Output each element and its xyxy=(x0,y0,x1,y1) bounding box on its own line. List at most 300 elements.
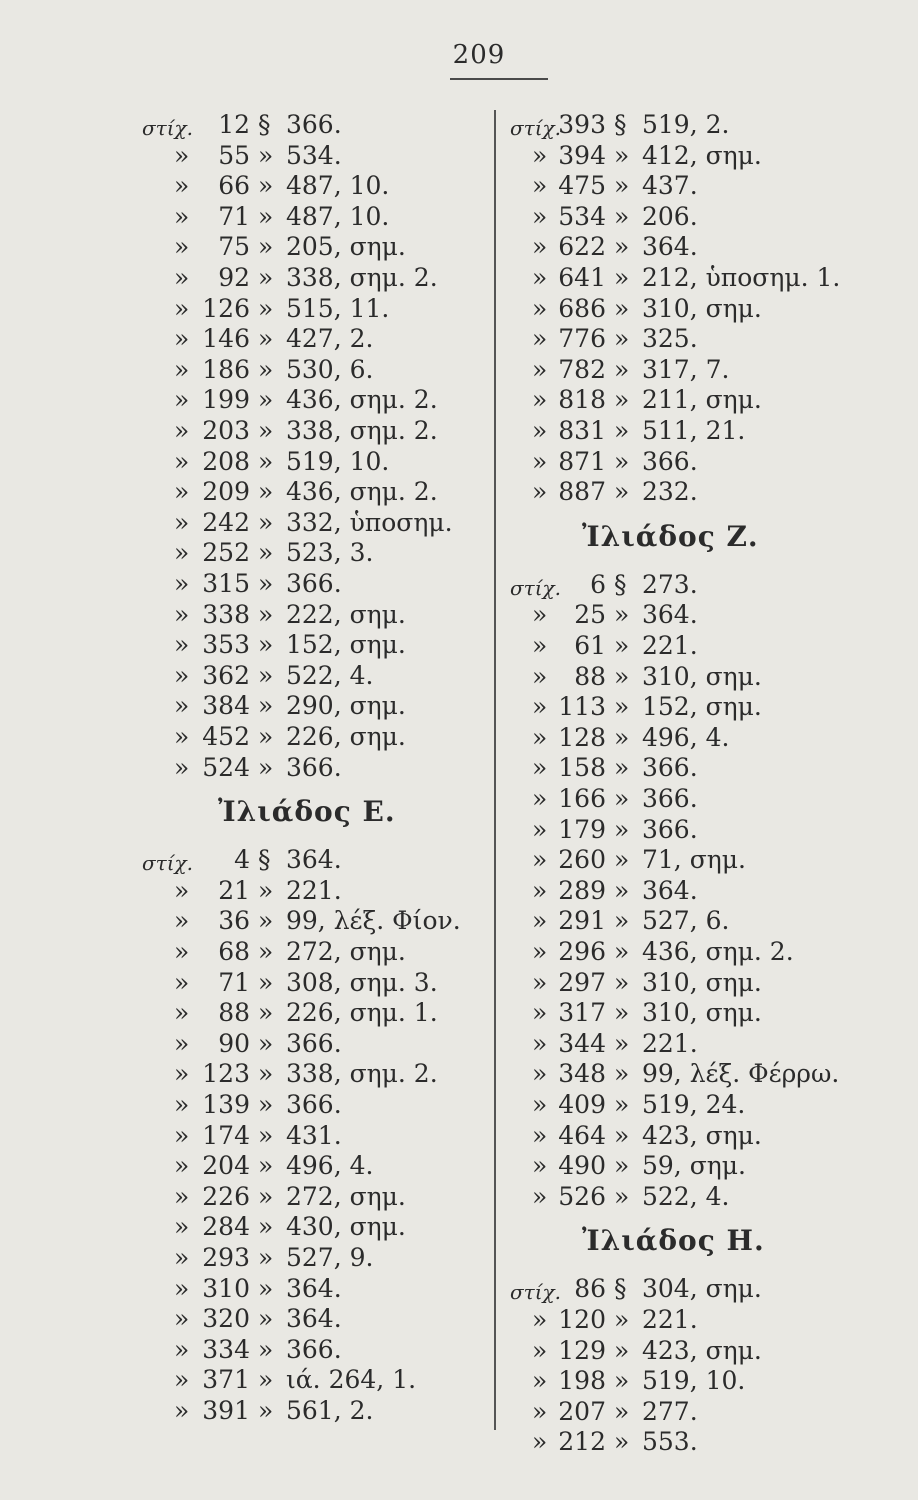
page-reference: 366. xyxy=(286,752,342,782)
index-row xyxy=(496,263,918,293)
index-row xyxy=(496,1029,918,1059)
index-row xyxy=(496,1059,918,1089)
page-reference: 364. xyxy=(642,600,698,630)
index-row xyxy=(496,692,918,722)
row-prefix: » xyxy=(174,1273,190,1303)
page-reference: 304, σημ. xyxy=(642,1274,762,1304)
row-symbol: » xyxy=(258,752,274,782)
verse-number: 242 xyxy=(202,507,250,537)
row-symbol: » xyxy=(258,691,274,721)
page-reference: 519, 10. xyxy=(286,446,390,476)
page-reference: 211, σημ. xyxy=(642,385,762,415)
index-row xyxy=(0,998,494,1028)
page-reference: 221. xyxy=(286,875,342,905)
row-symbol: » xyxy=(614,1120,630,1150)
verse-number: 871 xyxy=(558,446,606,476)
page-reference: 366. xyxy=(642,814,698,844)
verse-number: 371 xyxy=(202,1365,250,1395)
row-prefix: » xyxy=(532,201,548,231)
row-prefix: » xyxy=(532,814,548,844)
page-reference: 487, 10. xyxy=(286,171,390,201)
index-row xyxy=(496,998,918,1028)
index-row xyxy=(496,324,918,354)
index-row xyxy=(496,447,918,477)
index-row xyxy=(496,631,918,661)
row-symbol: » xyxy=(614,232,630,262)
row-prefix: » xyxy=(174,293,190,323)
row-prefix: » xyxy=(532,1151,548,1181)
row-prefix: » xyxy=(532,967,548,997)
row-symbol: » xyxy=(614,661,630,691)
verse-number: 208 xyxy=(202,446,250,476)
row-prefix: » xyxy=(532,1181,548,1211)
row-symbol: » xyxy=(614,1335,630,1365)
row-prefix: » xyxy=(174,1059,190,1089)
index-row xyxy=(0,385,494,415)
row-prefix: » xyxy=(174,232,190,262)
verse-number: 334 xyxy=(202,1334,250,1364)
verse-number: 123 xyxy=(202,1059,250,1089)
row-symbol: » xyxy=(258,1059,274,1089)
row-symbol: » xyxy=(614,1028,630,1058)
page-reference: 338, σημ. 2. xyxy=(286,263,438,292)
verse-number: 475 xyxy=(558,171,606,201)
verse-number: 207 xyxy=(558,1396,606,1426)
row-symbol: » xyxy=(614,354,630,384)
row-prefix: » xyxy=(174,752,190,782)
row-symbol: » xyxy=(614,1305,630,1334)
index-row xyxy=(496,1305,918,1335)
row-prefix: » xyxy=(174,446,190,476)
index-row xyxy=(496,294,918,324)
row-prefix: » xyxy=(532,293,548,323)
verse-number: 226 xyxy=(202,1181,250,1211)
page-reference: 290, σημ. xyxy=(286,691,406,721)
row-prefix: » xyxy=(532,937,548,966)
page-reference: 496, 4. xyxy=(286,1151,374,1181)
verse-number: 464 xyxy=(558,1120,606,1150)
row-symbol: » xyxy=(258,1334,274,1364)
row-prefix: » xyxy=(532,385,548,415)
index-row xyxy=(0,569,494,599)
verse-number: 391 xyxy=(202,1396,250,1425)
index-row xyxy=(496,1366,918,1396)
row-prefix: » xyxy=(174,569,190,598)
page-reference: 338, σημ. 2. xyxy=(286,1059,438,1089)
page-reference: 99, λέξ. Φίον. xyxy=(286,906,461,936)
page-reference: 364. xyxy=(642,875,698,905)
index-row xyxy=(0,968,494,998)
index-row xyxy=(0,202,494,232)
row-symbol: » xyxy=(258,660,274,690)
row-symbol: » xyxy=(258,507,274,537)
row-symbol: » xyxy=(258,1304,274,1334)
verse-number: 526 xyxy=(558,1181,606,1211)
page-reference: 205, σημ. xyxy=(286,232,406,262)
row-prefix: » xyxy=(532,631,548,660)
verse-number: 209 xyxy=(202,477,250,507)
row-prefix: » xyxy=(532,1427,548,1457)
index-row xyxy=(0,1365,494,1395)
verse-number: 776 xyxy=(558,324,606,354)
index-row xyxy=(0,416,494,446)
verse-number: 818 xyxy=(558,385,606,415)
header-rule xyxy=(450,78,548,80)
row-symbol: » xyxy=(614,967,630,997)
verse-number: 86 xyxy=(574,1274,606,1304)
page-reference: 325. xyxy=(642,324,698,354)
row-prefix: » xyxy=(532,906,548,936)
page-reference: ιά. 264, 1. xyxy=(286,1365,417,1395)
page-reference: 310, σημ. xyxy=(642,293,762,323)
row-prefix: » xyxy=(532,324,548,354)
index-row xyxy=(0,1029,494,1059)
index-row xyxy=(496,784,918,814)
verse-number: 12 xyxy=(218,110,250,139)
row-symbol: » xyxy=(614,998,630,1028)
index-row xyxy=(0,691,494,721)
verse-number: 71 xyxy=(218,967,250,997)
row-prefix: » xyxy=(532,446,548,476)
row-prefix: » xyxy=(174,140,190,170)
index-row xyxy=(496,1151,918,1181)
verse-number: 75 xyxy=(218,232,250,262)
page-reference: 226, σημ. 1. xyxy=(286,998,438,1028)
page-reference: 430, σημ. xyxy=(286,1212,406,1242)
verse-number: 686 xyxy=(558,293,606,323)
index-row xyxy=(0,447,494,477)
page-reference: 364. xyxy=(286,845,342,875)
index-row xyxy=(496,570,918,600)
verse-number: 393 xyxy=(558,110,606,139)
verse-number: 204 xyxy=(202,1151,250,1181)
page-reference: 310, σημ. xyxy=(642,967,762,997)
page-reference: 338, σημ. 2. xyxy=(286,416,438,445)
page-reference: 277. xyxy=(642,1396,698,1426)
page-reference: 364. xyxy=(286,1273,342,1303)
row-symbol: » xyxy=(258,967,274,997)
verse-number: 126 xyxy=(202,293,250,323)
row-symbol: » xyxy=(258,1243,274,1272)
row-symbol: » xyxy=(258,599,274,629)
row-symbol: » xyxy=(258,446,274,476)
page-reference: 273. xyxy=(642,569,698,599)
page-reference: 152, σημ. xyxy=(286,630,406,660)
index-row xyxy=(496,416,918,446)
index-row xyxy=(0,538,494,568)
verse-number: 179 xyxy=(558,814,606,844)
index-row xyxy=(0,1151,494,1181)
index-row xyxy=(0,508,494,538)
row-symbol: § xyxy=(258,110,271,139)
row-prefix: » xyxy=(174,660,190,690)
row-symbol: » xyxy=(258,1090,274,1119)
row-symbol: » xyxy=(258,477,274,507)
section-heading: Ἰλιάδος Ε. xyxy=(218,795,396,829)
row-prefix: » xyxy=(174,1304,190,1334)
verse-number: 315 xyxy=(202,569,250,598)
verse-number: 199 xyxy=(202,385,250,415)
row-symbol: » xyxy=(614,263,630,292)
verse-number: 66 xyxy=(218,171,250,201)
row-prefix: » xyxy=(174,967,190,997)
index-row xyxy=(496,845,918,875)
row-prefix: » xyxy=(174,1151,190,1181)
index-row xyxy=(496,477,918,507)
row-prefix: » xyxy=(532,784,548,813)
index-row xyxy=(496,385,918,415)
row-prefix: » xyxy=(532,875,548,905)
index-row xyxy=(0,171,494,201)
verse-number: 320 xyxy=(202,1304,250,1334)
row-symbol: » xyxy=(614,1366,630,1396)
index-row xyxy=(496,1182,918,1212)
verse-number: 139 xyxy=(202,1090,250,1119)
row-prefix: » xyxy=(174,263,190,292)
row-symbol: » xyxy=(258,1151,274,1181)
section-heading: Ἰλιάδος Ζ. xyxy=(582,519,759,553)
row-symbol: » xyxy=(614,906,630,936)
verse-number: 641 xyxy=(558,263,606,292)
row-symbol: » xyxy=(614,1090,630,1119)
row-symbol: » xyxy=(614,385,630,415)
page-reference: 436, σημ. 2. xyxy=(642,937,794,966)
page-reference: 221. xyxy=(642,631,698,660)
verse-number: 129 xyxy=(558,1335,606,1365)
page-reference: 317, 7. xyxy=(642,354,730,384)
index-row xyxy=(0,1059,494,1089)
index-row xyxy=(496,906,918,936)
row-symbol: » xyxy=(614,784,630,813)
section-heading: Ἰλιάδος Η. xyxy=(582,1224,765,1258)
row-symbol: » xyxy=(258,324,274,354)
page-reference: 366. xyxy=(286,569,342,598)
verse-number: 362 xyxy=(202,660,250,690)
page-reference: 496, 4. xyxy=(642,722,730,752)
verse-number: 297 xyxy=(558,967,606,997)
index-row xyxy=(0,630,494,660)
verse-number: 71 xyxy=(218,201,250,231)
row-prefix: » xyxy=(174,1365,190,1395)
index-row xyxy=(496,171,918,201)
row-prefix: » xyxy=(532,600,548,630)
row-symbol: » xyxy=(614,477,630,507)
page-reference: 527, 9. xyxy=(286,1243,374,1272)
verse-number: 88 xyxy=(218,998,250,1028)
index-row xyxy=(496,937,918,967)
index-row xyxy=(0,600,494,630)
index-row xyxy=(0,141,494,171)
verse-number: 120 xyxy=(558,1305,606,1334)
page-reference: 310, σημ. xyxy=(642,661,762,691)
row-symbol: » xyxy=(258,1273,274,1303)
verse-number: 310 xyxy=(202,1273,250,1303)
verse-number: 291 xyxy=(558,906,606,936)
row-prefix: » xyxy=(174,1181,190,1211)
row-prefix: » xyxy=(174,1396,190,1425)
row-symbol: » xyxy=(614,875,630,905)
index-row xyxy=(496,876,918,906)
page-reference: 221. xyxy=(642,1028,698,1058)
row-prefix: » xyxy=(532,354,548,384)
index-row xyxy=(496,1090,918,1120)
row-symbol: » xyxy=(614,293,630,323)
verse-number: 61 xyxy=(574,631,606,660)
row-symbol: » xyxy=(614,446,630,476)
row-prefix: » xyxy=(174,1028,190,1058)
row-prefix: » xyxy=(174,875,190,905)
page-reference: 366. xyxy=(286,1090,342,1119)
index-row xyxy=(496,753,918,783)
row-symbol: » xyxy=(614,171,630,201)
row-symbol: » xyxy=(614,937,630,966)
verse-number: 55 xyxy=(218,140,250,170)
page-reference: 534. xyxy=(286,140,342,170)
row-prefix: » xyxy=(532,140,548,170)
index-row xyxy=(496,1427,918,1457)
verse-number: 88 xyxy=(574,661,606,691)
verse-number: 348 xyxy=(558,1059,606,1089)
row-symbol: » xyxy=(614,140,630,170)
row-prefix: » xyxy=(532,998,548,1028)
row-symbol: » xyxy=(614,1427,630,1457)
row-symbol: » xyxy=(614,1396,630,1426)
row-symbol: » xyxy=(258,875,274,905)
row-symbol: » xyxy=(614,692,630,722)
row-symbol: » xyxy=(614,600,630,630)
row-prefix: » xyxy=(174,998,190,1028)
index-row xyxy=(496,355,918,385)
row-prefix: » xyxy=(174,630,190,660)
row-symbol: » xyxy=(258,171,274,201)
verse-number: 534 xyxy=(558,201,606,231)
row-prefix: » xyxy=(532,1396,548,1426)
index-row xyxy=(0,324,494,354)
row-prefix: » xyxy=(532,1305,548,1334)
row-symbol: § xyxy=(614,569,627,599)
row-symbol: » xyxy=(258,998,274,1028)
page-reference: 59, σημ. xyxy=(642,1151,746,1181)
verse-number: 293 xyxy=(202,1243,250,1272)
verse-number: 384 xyxy=(202,691,250,721)
row-prefix: » xyxy=(174,507,190,537)
index-row xyxy=(0,1335,494,1365)
row-prefix: » xyxy=(532,416,548,445)
row-prefix: » xyxy=(532,171,548,201)
page-reference: 222, σημ. xyxy=(286,599,406,629)
row-prefix: » xyxy=(532,263,548,292)
row-symbol: » xyxy=(258,906,274,936)
verse-number: 158 xyxy=(558,753,606,783)
row-prefix: » xyxy=(532,845,548,875)
verse-number: 284 xyxy=(202,1212,250,1242)
index-row xyxy=(0,661,494,691)
verse-number: 409 xyxy=(558,1090,606,1119)
row-symbol: » xyxy=(258,1396,274,1425)
verse-number: 252 xyxy=(202,538,250,568)
page-reference: 152, σημ. xyxy=(642,692,762,722)
page-reference: 366. xyxy=(286,1334,342,1364)
row-symbol: » xyxy=(258,1365,274,1395)
row-symbol: » xyxy=(258,569,274,598)
page-reference: 206. xyxy=(642,201,698,231)
page-reference: 412, σημ. xyxy=(642,140,762,170)
verse-number: 887 xyxy=(558,477,606,507)
page-reference: 553. xyxy=(642,1427,698,1457)
index-row xyxy=(496,600,918,630)
row-prefix: » xyxy=(532,1059,548,1089)
row-prefix: » xyxy=(174,722,190,751)
page-reference: 332, ὑποσημ. xyxy=(286,507,453,537)
verse-number: 186 xyxy=(202,354,250,384)
index-row xyxy=(0,1182,494,1212)
index-row xyxy=(496,815,918,845)
page-reference: 515, 11. xyxy=(286,293,390,323)
row-symbol: » xyxy=(614,631,630,660)
row-symbol: » xyxy=(614,1151,630,1181)
row-prefix: στίχ. xyxy=(510,575,562,600)
row-symbol: » xyxy=(258,385,274,415)
row-prefix: » xyxy=(532,1335,548,1365)
verse-number: 353 xyxy=(202,630,250,660)
row-prefix: » xyxy=(174,691,190,721)
row-symbol: » xyxy=(258,1212,274,1242)
row-prefix: » xyxy=(174,538,190,568)
index-row xyxy=(496,1336,918,1366)
row-prefix: » xyxy=(174,171,190,201)
row-symbol: » xyxy=(258,140,274,170)
row-prefix: » xyxy=(532,1366,548,1396)
verse-number: 394 xyxy=(558,140,606,170)
index-row xyxy=(496,141,918,171)
verse-number: 68 xyxy=(218,937,250,966)
index-row xyxy=(0,876,494,906)
index-row xyxy=(0,845,494,875)
page-reference: 423, σημ. xyxy=(642,1335,762,1365)
verse-number: 90 xyxy=(218,1028,250,1058)
row-prefix: στίχ. xyxy=(510,1280,562,1305)
verse-number: 490 xyxy=(558,1151,606,1181)
index-row xyxy=(0,906,494,936)
row-symbol: » xyxy=(614,845,630,875)
row-prefix: » xyxy=(532,477,548,507)
page-reference: 519, 24. xyxy=(642,1090,746,1119)
index-row xyxy=(0,1212,494,1242)
index-row xyxy=(496,1274,918,1304)
row-symbol: » xyxy=(614,814,630,844)
index-row xyxy=(496,662,918,692)
row-prefix: » xyxy=(174,477,190,507)
page-reference: 527, 6. xyxy=(642,906,730,936)
row-symbol: » xyxy=(614,1181,630,1211)
verse-number: 296 xyxy=(558,937,606,966)
page-reference: 523, 3. xyxy=(286,538,374,568)
verse-number: 338 xyxy=(202,599,250,629)
page-reference: 427, 2. xyxy=(286,324,374,354)
row-prefix: » xyxy=(174,1120,190,1150)
page-reference: 272, σημ. xyxy=(286,937,406,966)
page-reference: 366. xyxy=(286,110,342,139)
index-row xyxy=(496,110,918,140)
row-symbol: » xyxy=(258,263,274,292)
index-row xyxy=(496,1121,918,1151)
index-row xyxy=(0,722,494,752)
page-reference: 436, σημ. 2. xyxy=(286,385,438,415)
row-prefix: » xyxy=(174,599,190,629)
row-prefix: » xyxy=(532,692,548,722)
index-row xyxy=(0,937,494,967)
index-row xyxy=(0,1274,494,1304)
